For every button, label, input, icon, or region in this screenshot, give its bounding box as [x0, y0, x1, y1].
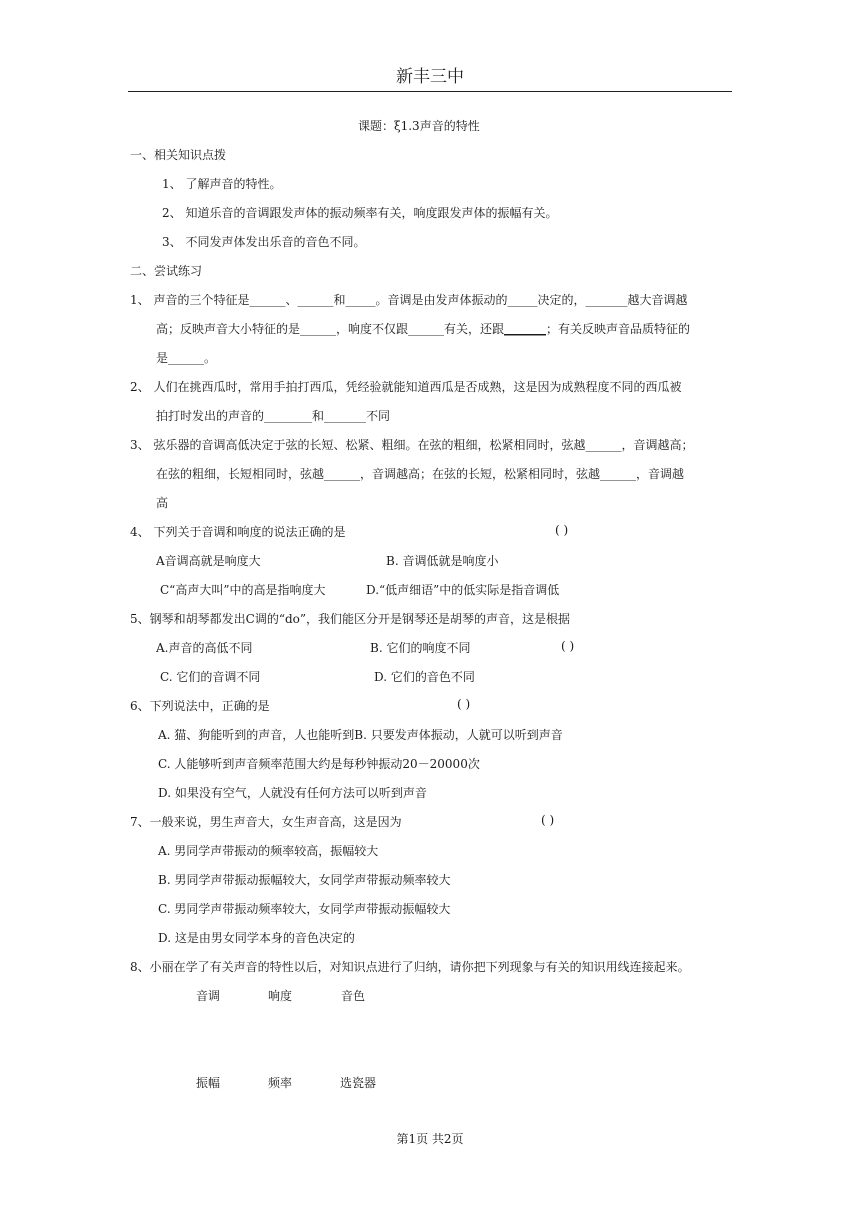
q8-bottom-item-2: 频率	[268, 1076, 293, 1090]
header-divider	[128, 91, 732, 92]
q6-option-d: D. 如果没有空气，人就没有任何方法可以听到声音	[158, 786, 427, 800]
q4-stem: 4、 下列关于音调和响度的说法正确的是	[130, 525, 346, 539]
q5-option-d: D. 它们的音色不同	[374, 670, 475, 684]
q3-line3: 高	[156, 496, 169, 510]
q7-stem: 7、一般来说，男生声音大，女生声音高，这是因为	[130, 815, 402, 829]
q6-answer-paren: ( )	[457, 697, 471, 711]
q5-stem: 5、钢琴和胡琴都发出C调的“do”，我们能区分开是钢琴还是胡琴的声音，这是根据	[130, 612, 570, 626]
page-header-title: 新丰三中	[396, 67, 464, 87]
q7-option-d: D. 这是由男女同学本身的音色决定的	[158, 931, 355, 945]
q1-line1: 1、 声音的三个特征是______、______和_____。音调是由发声体振动的_____决定的，_______越大音调越	[130, 293, 688, 307]
q5-option-a: A.声音的高低不同	[156, 641, 253, 655]
q6-option-c: C. 人能够听到声音频率范围大约是每秒钟振动20－20000次	[158, 757, 480, 771]
q7-answer-paren: ( )	[541, 813, 555, 827]
q8-bottom-item-1: 振幅	[196, 1076, 221, 1090]
q5-option-c: C. 它们的音调不同	[160, 670, 261, 684]
section1-heading: 一、相关知识点拨	[130, 148, 227, 162]
q3-line2: 在弦的粗细，长短相同时，弦越______，音调越高；在弦的长短，松紧相同时，弦越______，音调越	[156, 467, 685, 481]
q4-option-a: A音调高就是响度大	[156, 554, 261, 568]
q7-option-c: C. 男同学声带振动频率较大，女同学声带振动振幅较大	[158, 902, 451, 916]
q1-line2-blank: _______	[504, 322, 547, 336]
q8-top-item-1: 音调	[196, 989, 221, 1003]
q5-answer-paren: ( )	[561, 639, 575, 653]
lesson-title: 课题：ξ1.3声音的特性	[358, 119, 480, 133]
q8-stem: 8、小丽在学了有关声音的特性以后，对知识点进行了归纳，请你把下列现象与有关的知识用线连接起来。	[130, 960, 690, 974]
section2-heading: 二、尝试练习	[130, 264, 203, 278]
q2-line2: 拍打时发出的声音的________和_______不同	[156, 409, 391, 423]
q3-line1: 3、 弦乐器的音调高低决定于弦的长短、松紧、粗细。在弦的粗细，松紧相同时，弦越______，音调越高；	[130, 438, 694, 452]
q8-top-item-3: 音色	[341, 989, 366, 1003]
q1-line2	[156, 320, 690, 337]
q8-bottom-item-3: 选瓷器	[340, 1076, 377, 1090]
q7-option-a: A. 男同学声带振动的频率较高，振幅较大	[158, 844, 379, 858]
q2-line1: 2、 人们在挑西瓜时，常用手拍打西瓜，凭经验就能知道西瓜是否成熟，这是因为成熟程度不同的西瓜被	[130, 380, 682, 394]
section1-item-2: 2、 知道乐音的音调跟发声体的振动频率有关，响度跟发声体的振幅有关。	[162, 206, 558, 220]
section1-item-1: 1、 了解声音的特性。	[162, 177, 282, 191]
q4-answer-paren: ( )	[555, 523, 569, 537]
page-number-footer: 第1页 共2页	[396, 1132, 464, 1146]
q4-option-d: D.“低声细语”中的低实际是指音调低	[366, 583, 560, 597]
section1-item-3: 3、 不同发声体发出乐音的音色不同。	[162, 235, 366, 249]
q7-option-b: B. 男同学声带振动振幅较大，女同学声带振动频率较大	[158, 873, 451, 887]
q1-line3: 是______。	[156, 351, 217, 365]
q4-option-b: B. 音调低就是响度小	[386, 554, 499, 568]
q4-option-c: C“高声大叫”中的高是指响度大	[160, 583, 326, 597]
q8-top-item-2: 响度	[268, 989, 293, 1003]
q6-stem: 6、下列说法中，正确的是	[130, 699, 270, 713]
q1-line2-b: ；有关反映声音品质特征的	[546, 322, 691, 336]
q5-option-b: B. 它们的响度不同	[370, 641, 471, 655]
q6-option-ab: A. 猫、狗能听到的声音，人也能听到B. 只要发声体振动，人就可以听到声音	[158, 728, 563, 742]
q1-line2-a: 高；反映声音大小特征的是______，响度不仅跟______有关，还跟	[156, 322, 505, 336]
